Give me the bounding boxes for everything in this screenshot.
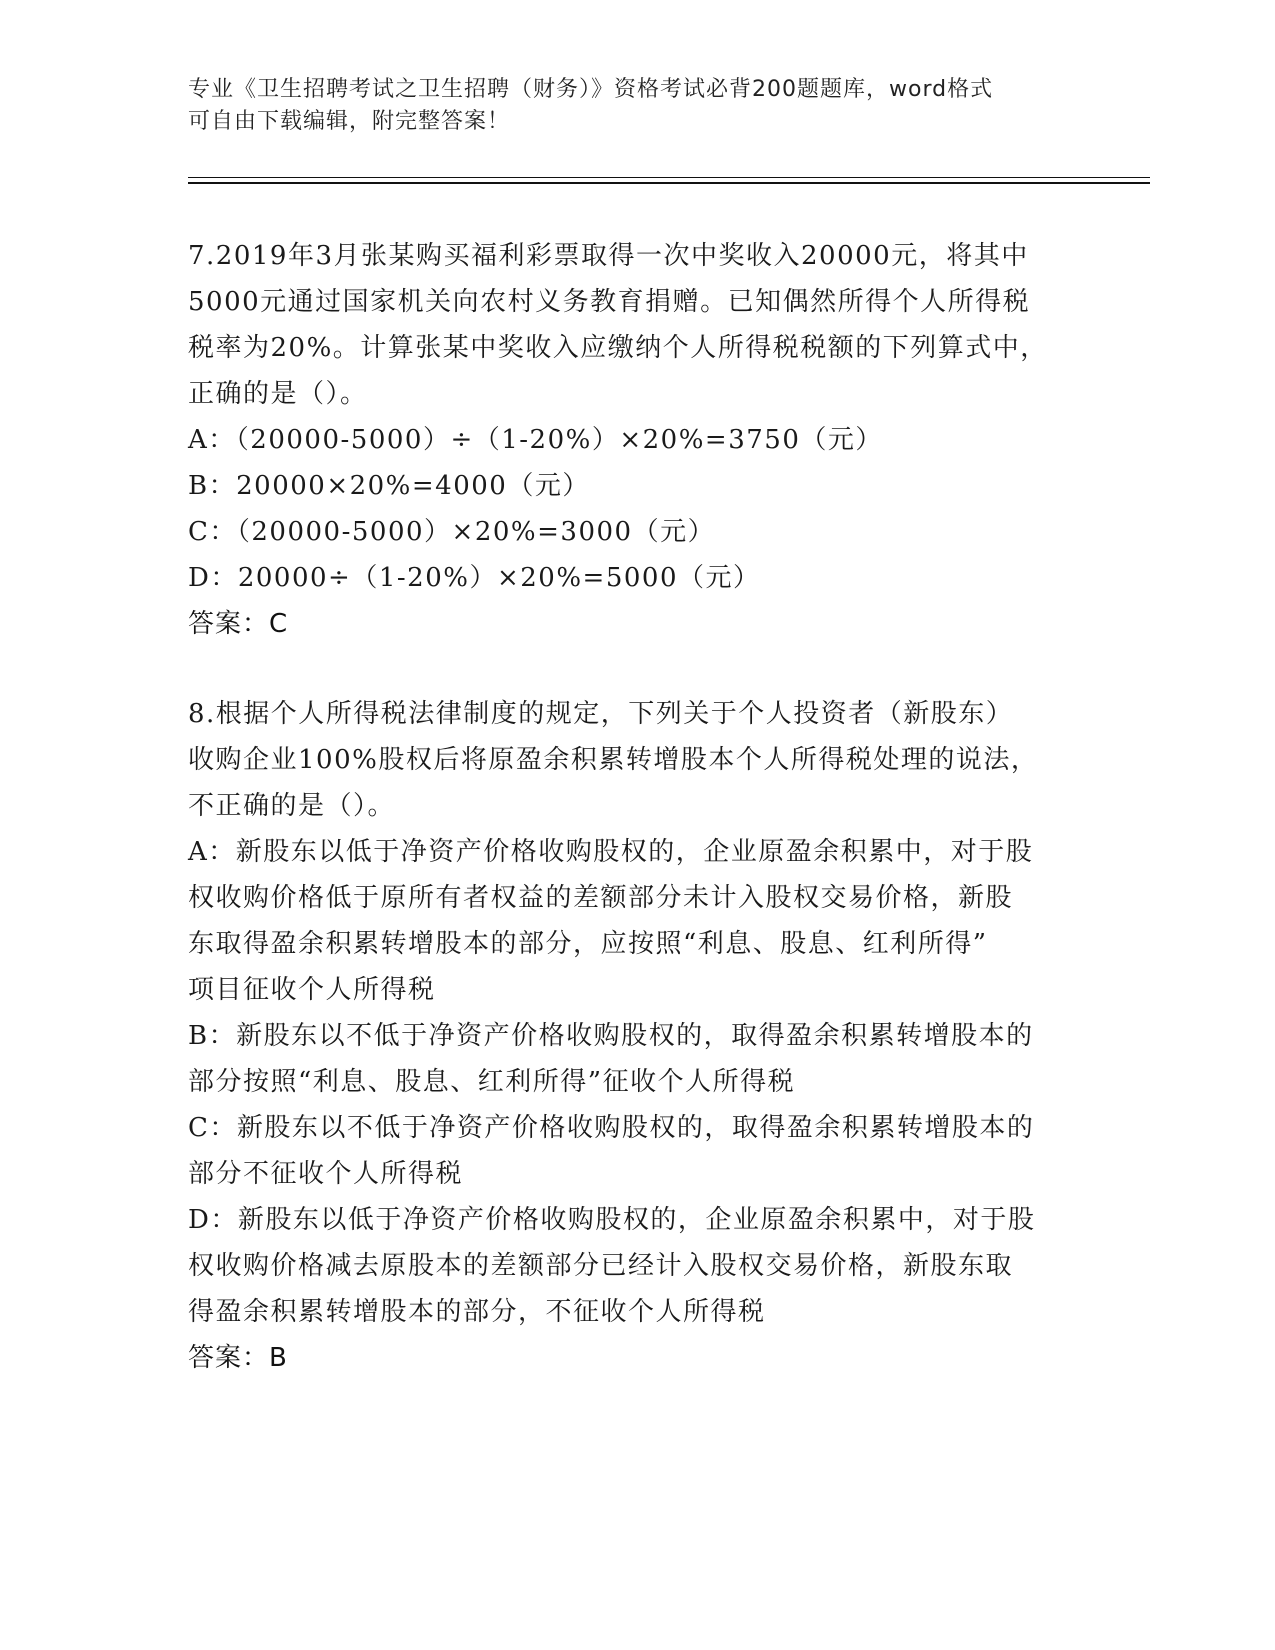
option-b: B：20000×20%=4000（元） <box>188 471 590 501</box>
header-line-1: 专业《卫生招聘考试之卫生招聘（财务）》资格考试必背200题题库，word格式 <box>188 77 994 102</box>
question-8 <box>188 691 1088 1381</box>
answer-label: 答案：C <box>188 609 289 639</box>
option-a-line: 权收购价格低于原所有者权益的差额部分未计入股权交易价格，新股 <box>188 883 1014 913</box>
option-a-line: A：新股东以低于净资产价格收购股权的，企业原盈余积累中，对于股 <box>188 837 1034 867</box>
option-b-line: 部分按照“利息、股息、红利所得”征收个人所得税 <box>188 1067 796 1097</box>
option-a: A：（20000-5000）÷（1-20%）×20%=3750（元） <box>188 425 883 455</box>
option-a-line: 项目征收个人所得税 <box>188 975 436 1005</box>
option-c-line: 部分不征收个人所得税 <box>188 1159 464 1189</box>
question-stem-line: 7.2019年3月张某购买福利彩票取得一次中奖收入20000元，将其中 <box>188 241 1029 271</box>
header-divider-thin <box>188 177 1150 178</box>
option-c: C：（20000-5000）×20%=3000（元） <box>188 517 716 547</box>
question-stem-line: 税率为20%。计算张某中奖收入应缴纳个人所得税税额的下列算式中， <box>188 333 1048 363</box>
question-stem-line: 收购企业100%股权后将原盈余积累转增股本个人所得税处理的说法， <box>188 745 1039 775</box>
question-stem-line: 8.根据个人所得税法律制度的规定，下列关于个人投资者（新股东） <box>188 699 1014 729</box>
option-d: D：20000÷（1-20%）×20%=5000（元） <box>188 563 761 593</box>
question-stem-line: 正确的是（）。 <box>188 379 368 409</box>
document-header <box>188 74 1068 138</box>
question-stem-line: 5000元通过国家机关向农村义务教育捐赠。已知偶然所得个人所得税 <box>188 287 1031 317</box>
question-7 <box>188 233 1088 647</box>
option-a-line: 东取得盈余积累转增股本的部分，应按照“利息、股息、红利所得” <box>188 929 988 959</box>
question-stem-line: 不正确的是（）。 <box>188 791 396 821</box>
option-b-line: B：新股东以不低于净资产价格收购股权的，取得盈余积累转增股本的 <box>188 1021 1034 1051</box>
option-d-line: 得盈余积累转增股本的部分，不征收个人所得税 <box>188 1297 766 1327</box>
option-c-line: C：新股东以不低于净资产价格收购股权的，取得盈余积累转增股本的 <box>188 1113 1035 1143</box>
option-d-line: 权收购价格减去原股本的差额部分已经计入股权交易价格，新股东取 <box>188 1251 1014 1281</box>
answer-label: 答案：B <box>188 1343 288 1373</box>
option-d-line: D：新股东以低于净资产价格收购股权的，企业原盈余积累中，对于股 <box>188 1205 1036 1235</box>
header-divider-thick <box>188 182 1150 184</box>
header-line-2: 可自由下载编辑，附完整答案！ <box>188 109 511 134</box>
